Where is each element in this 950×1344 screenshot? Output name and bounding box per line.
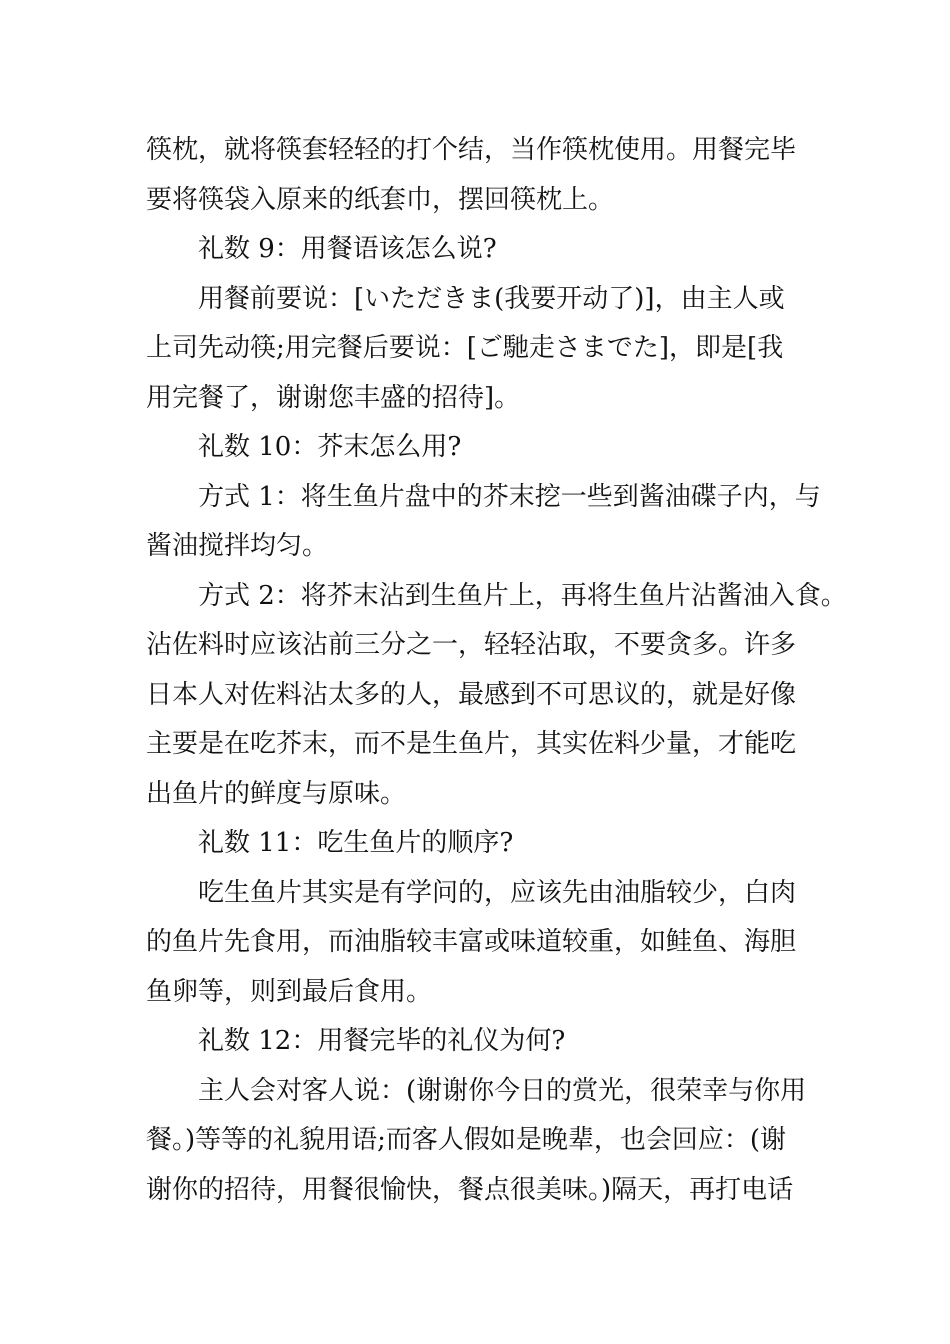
- text-line: 方式 1：将生鱼片盘中的芥末挖一些到酱油碟子内，与: [198, 481, 821, 512]
- text-line: 用餐前要说：[いただきま(我要开动了)]，由主人或: [198, 283, 785, 314]
- para-after-meal: [146, 1067, 816, 1216]
- text-line: 要将筷袋入原来的纸套巾，摆回筷枕上。: [146, 184, 615, 215]
- text-line: 主人会对客人说：(谢谢你今日的赏光，很荣幸与你用: [198, 1075, 807, 1106]
- text-line: 出鱼片的鲜度与原味。: [146, 778, 407, 809]
- text-line: 方式 2：将芥末沾到生鱼片上，再将生鱼片沾酱油入食。: [198, 580, 847, 611]
- text-line: 沾佐料时应该沾前三分之一，轻轻沾取，不要贪多。许多: [146, 630, 797, 660]
- para-method-2: [146, 572, 847, 820]
- text-line: 谢你的招待，用餐很愉快，餐点很美味。)隔天，再打电话: [146, 1174, 794, 1205]
- text-line: 礼数 12：用餐完毕的礼仪为何?: [198, 1026, 566, 1056]
- text-line: 酱油搅拌均匀。: [146, 531, 329, 561]
- text-line: 用完餐了，谢谢您丰盛的招待]。: [146, 382, 521, 413]
- heading-etiquette-9: [146, 225, 816, 275]
- text-line: 日本人对佐料沾太多的人，最感到不可思议的，就是好像: [146, 679, 797, 710]
- text-line: 筷枕，就将筷套轻轻的打个结，当作筷枕使用。用餐完毕: [146, 135, 797, 165]
- para-meal-phrases: [146, 275, 816, 424]
- heading-etiquette-11: [146, 819, 816, 869]
- body-text: [146, 126, 847, 1215]
- para-sashimi-order: [146, 869, 816, 1018]
- text-line: 礼数 10：芥末怎么用?: [198, 432, 462, 462]
- heading-etiquette-12: [146, 1017, 816, 1067]
- text-line: 主要是在吃芥末，而不是生鱼片，其实佐料少量，才能吃: [146, 729, 797, 759]
- para-chopstick-rest: [146, 126, 816, 225]
- text-line: 礼数 9：用餐语该怎么说?: [198, 234, 497, 264]
- text-line: 上司先动筷;用完餐后要说：[ご馳走さまでた]，即是[我: [146, 333, 784, 363]
- text-line: 餐。)等等的礼貌用语;而客人假如是晚辈，也会回应：(谢: [146, 1125, 787, 1155]
- text-line: 礼数 11：吃生鱼片的顺序?: [198, 828, 514, 858]
- text-line: 的鱼片先食用，而油脂较丰富或味道较重，如鲑鱼、海胆: [146, 927, 797, 957]
- para-method-1: [146, 473, 821, 572]
- heading-etiquette-10: [146, 423, 816, 473]
- text-line: 吃生鱼片其实是有学问的，应该先由油脂较少，白肉: [198, 877, 797, 908]
- text-line: 鱼卵等，则到最后食用。: [146, 976, 433, 1007]
